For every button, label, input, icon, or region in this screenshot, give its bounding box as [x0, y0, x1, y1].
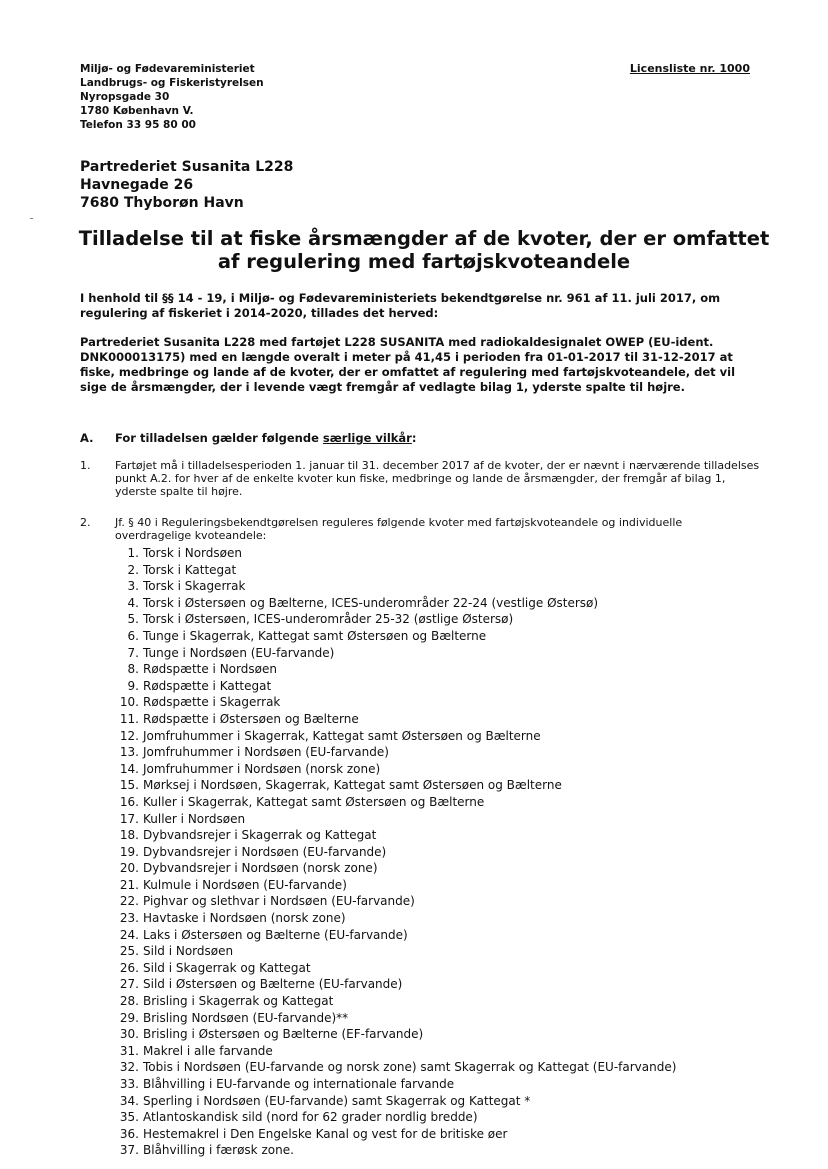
quota-list-item	[113, 744, 676, 761]
quota-text: Sild i Skagerrak og Kattegat	[143, 960, 311, 975]
quota-text: Atlantoskandisk sild (nord for 62 grader nordlig bredde)	[143, 1110, 478, 1125]
recipient-line: 7680 Thyborøn Havn	[80, 195, 244, 211]
recipient-line: Havnegade 26	[80, 177, 194, 193]
recipient-line: Partrederiet Susanita L228	[80, 159, 294, 175]
quota-text: Kuller i Nordsøen	[143, 811, 246, 826]
recipient-address-block	[80, 158, 293, 212]
quota-number: 7.	[127, 645, 139, 660]
quota-number: 11.	[119, 711, 139, 726]
quota-number: 22.	[119, 894, 139, 909]
permission-paragraph: Partrederiet Susanita L228 med fartøjet L228 SUSANITA med radiokaldesignalet OWEP (EU-ident. DNK000013175) med en længde overalt i meter på 41,45 i perioden fra 01-01-2017 til 31-12-2017 at fiske, medbringe og lande af de kvoter, der er omfattet af regulering med fartøjskvoteandele, det vil sige de årsmængder, der i levende vægt fremgår af vedlagte bilag 1, yderste spalte til højre.	[80, 335, 736, 394]
quota-list-item	[113, 645, 676, 662]
condition-number: 2.	[80, 516, 91, 529]
condition-text: Fartøjet må i tilladelsesperioden 1. januar til 31. december 2017 af de kvoter, der er nævnt i nærværende tilladelses punkt A.2. for hver af de enkelte kvoter kun fiske, medbringe og lande de årsmængder, der fremgår af bilag 1, yderste spalte til højre.	[115, 459, 760, 498]
quota-text: Torsk i Nordsøen	[143, 546, 242, 560]
quota-text: Havtaske i Nordsøen (norsk zone)	[143, 911, 346, 926]
quota-list-item	[113, 1093, 676, 1110]
quota-number: 15.	[119, 778, 139, 793]
quota-number: 1.	[127, 546, 139, 560]
quota-list-item	[113, 811, 676, 828]
quota-text: Mørksej i Nordsøen, Skagerrak, Kattegat samt Østersøen og Bælterne	[143, 778, 562, 793]
sender-line: 1780 København V.	[80, 105, 194, 117]
quota-number: 31.	[119, 1043, 139, 1058]
quota-list-item	[113, 844, 676, 861]
quota-number: 26.	[119, 960, 139, 975]
quota-number: 23.	[119, 911, 139, 926]
quota-text: Dybvandsrejer i Nordsøen (norsk zone)	[143, 861, 378, 876]
quota-text: Brisling Nordsøen (EU-farvande)**	[143, 1010, 349, 1025]
quota-number: 2.	[127, 562, 139, 577]
quota-list-item	[113, 877, 676, 894]
legal-basis-paragraph: I henhold til §§ 14 - 19, i Miljø- og Fødevareministeriets bekendtgørelse nr. 961 af 11. juli 2017, om regulering af fiskeriet i 2014-2020, tillades det herved:	[80, 291, 721, 320]
sender-line: Nyropsgade 30	[80, 91, 170, 103]
quota-number: 33.	[119, 1077, 139, 1091]
quota-number: 21.	[119, 877, 139, 892]
quota-number: 19.	[119, 844, 139, 859]
quota-number: 30.	[119, 1027, 139, 1042]
quota-number: 16.	[119, 794, 139, 809]
quota-text: Dybvandsrejer i Nordsøen (EU-farvande)	[143, 844, 387, 859]
quota-number: 12.	[119, 728, 139, 743]
quota-number: 25.	[119, 944, 139, 959]
quota-number: 5.	[127, 612, 139, 627]
quota-number: 18.	[119, 828, 139, 843]
title-line-1: Tilladelse til at fiske årsmængder af de kvoter, der er omfattet	[78, 227, 770, 250]
quota-list-item	[113, 893, 676, 910]
section-a-underlined: særlige vilkår	[322, 431, 412, 445]
quota-text: Tobis i Nordsøen (EU-farvande og norsk zone) samt Skagerrak og Kattegat (EU-farvande)	[143, 1060, 677, 1075]
quota-list-item	[113, 860, 676, 877]
quota-number: 29.	[119, 1010, 139, 1025]
quota-text: Torsk i Skagerrak	[143, 579, 246, 594]
quota-text: Hestemakrel i Den Engelske Kanal og vest for de britiske øer	[143, 1126, 508, 1141]
licence-list-number: Licensliste nr. 1000	[629, 62, 750, 75]
quota-text: Brisling i Østersøen og Bælterne (EF-farvande)	[143, 1027, 424, 1042]
section-a-text: For tilladelsen gælder følgende	[115, 431, 323, 445]
quota-text: Sild i Østersøen og Bælterne (EU-farvande)	[143, 977, 403, 992]
quota-list-item	[113, 728, 676, 745]
quota-text: Pighvar og slethvar i Nordsøen (EU-farvande)	[143, 894, 415, 909]
quota-text: Sperling i Nordsøen (EU-farvande) samt Skagerrak og Kattegat *	[143, 1093, 531, 1108]
quota-text: Rødspætte i Kattegat	[143, 678, 272, 693]
quota-number: 28.	[119, 994, 139, 1009]
quota-number: 14.	[119, 761, 139, 776]
quota-text: Laks i Østersøen og Bælterne (EU-farvande)	[143, 927, 408, 942]
condition-text: Jf. § 40 i Reguleringsbekendtgørelsen reguleres følgende kvoter med fartøjskvoteandele og individuelle overdragelige kvoteandele:	[115, 516, 683, 542]
quota-list-item	[113, 711, 676, 728]
quota-list-item	[113, 1142, 676, 1159]
quota-list-item	[113, 1109, 676, 1126]
quota-list-item	[113, 545, 676, 562]
quota-number: 36.	[119, 1126, 139, 1141]
condition-number: 1.	[80, 459, 91, 472]
quota-text: Torsk i Østersøen, ICES-underområder 25-32 (østlige Østersø)	[143, 612, 514, 627]
quota-text: Blåhvilling i færøsk zone.	[143, 1143, 294, 1158]
quota-list-item	[113, 562, 676, 579]
section-a-suffix: :	[411, 431, 417, 445]
margin-mark	[30, 218, 33, 219]
quota-list	[113, 545, 676, 1159]
quota-number: 35.	[119, 1110, 139, 1125]
quota-list-item	[113, 943, 676, 960]
sender-line: Telefon 33 95 80 00	[80, 119, 196, 131]
quota-number: 27.	[119, 977, 139, 992]
quota-list-item	[113, 794, 676, 811]
quota-number: 6.	[127, 628, 139, 643]
quota-number: 10.	[119, 695, 139, 710]
section-a-label: A.	[80, 431, 94, 445]
quota-list-item	[113, 976, 676, 993]
quota-list-item	[113, 694, 676, 711]
quota-list-item	[113, 827, 676, 844]
quota-text: Blåhvilling i EU-farvande og internationale farvande	[143, 1077, 455, 1091]
quota-list-item	[113, 1026, 676, 1043]
quota-text: Kuller i Skagerrak, Kattegat samt Østersøen og Bælterne	[143, 794, 485, 809]
quota-number: 37.	[119, 1143, 139, 1158]
quota-text: Tunge i Nordsøen (EU-farvande)	[143, 645, 335, 660]
quota-text: Kulmule i Nordsøen (EU-farvande)	[143, 877, 347, 892]
quota-text: Dybvandsrejer i Skagerrak og Kattegat	[143, 828, 377, 843]
quota-number: 3.	[127, 579, 139, 594]
title-line-2: af regulering med fartøjskvoteandele	[217, 250, 631, 273]
quota-list-item	[113, 927, 676, 944]
quota-number: 9.	[127, 678, 139, 693]
quota-list-item	[113, 578, 676, 595]
document-title	[60, 227, 788, 273]
quota-list-item	[113, 595, 676, 612]
quota-list-item	[113, 993, 676, 1010]
quota-number: 8.	[127, 662, 139, 677]
quota-list-item	[113, 611, 676, 628]
quota-number: 34.	[119, 1093, 139, 1108]
quota-number: 17.	[119, 811, 139, 826]
quota-number: 24.	[119, 927, 139, 942]
quota-number: 32.	[119, 1060, 139, 1075]
quota-list-item	[113, 910, 676, 927]
quota-list-item	[113, 661, 676, 678]
quota-list-item	[113, 1043, 676, 1060]
quota-text: Torsk i Østersøen og Bælterne, ICES-underområder 22-24 (vestlige Østersø)	[143, 595, 599, 610]
quota-list-item	[113, 777, 676, 794]
quota-text: Sild i Nordsøen	[143, 944, 234, 959]
quota-list-item	[113, 1059, 676, 1076]
sender-line: Miljø- og Fødevareministeriet	[80, 63, 255, 75]
quota-list-item	[113, 761, 676, 778]
quota-text: Rødspætte i Østersøen og Bælterne	[143, 711, 359, 726]
quota-list-item	[113, 1076, 676, 1093]
quota-text: Torsk i Kattegat	[143, 562, 237, 577]
quota-text: Jomfruhummer i Skagerrak, Kattegat samt Østersøen og Bælterne	[143, 728, 541, 743]
quota-list-item	[113, 960, 676, 977]
quota-list-item	[113, 1126, 676, 1143]
quota-text: Rødspætte i Nordsøen	[143, 662, 277, 677]
quota-text: Tunge i Skagerrak, Kattegat samt Østersøen og Bælterne	[143, 628, 487, 643]
quota-text: Rødspætte i Skagerrak	[143, 695, 281, 710]
quota-list-item	[113, 628, 676, 645]
quota-number: 20.	[119, 861, 139, 876]
quota-list-item	[113, 1010, 676, 1027]
quota-text: Jomfruhummer i Nordsøen (norsk zone)	[143, 761, 381, 776]
quota-number: 13.	[119, 745, 139, 760]
section-a-heading	[80, 431, 416, 445]
sender-line: Landbrugs- og Fiskeristyrelsen	[80, 77, 264, 89]
quota-number: 4.	[127, 595, 139, 610]
quota-text: Jomfruhummer i Nordsøen (EU-farvande)	[143, 745, 389, 760]
quota-text: Makrel i alle farvande	[143, 1043, 273, 1058]
quota-text: Brisling i Skagerrak og Kattegat	[143, 994, 334, 1009]
sender-address-block	[80, 62, 264, 132]
quota-list-item	[113, 678, 676, 695]
